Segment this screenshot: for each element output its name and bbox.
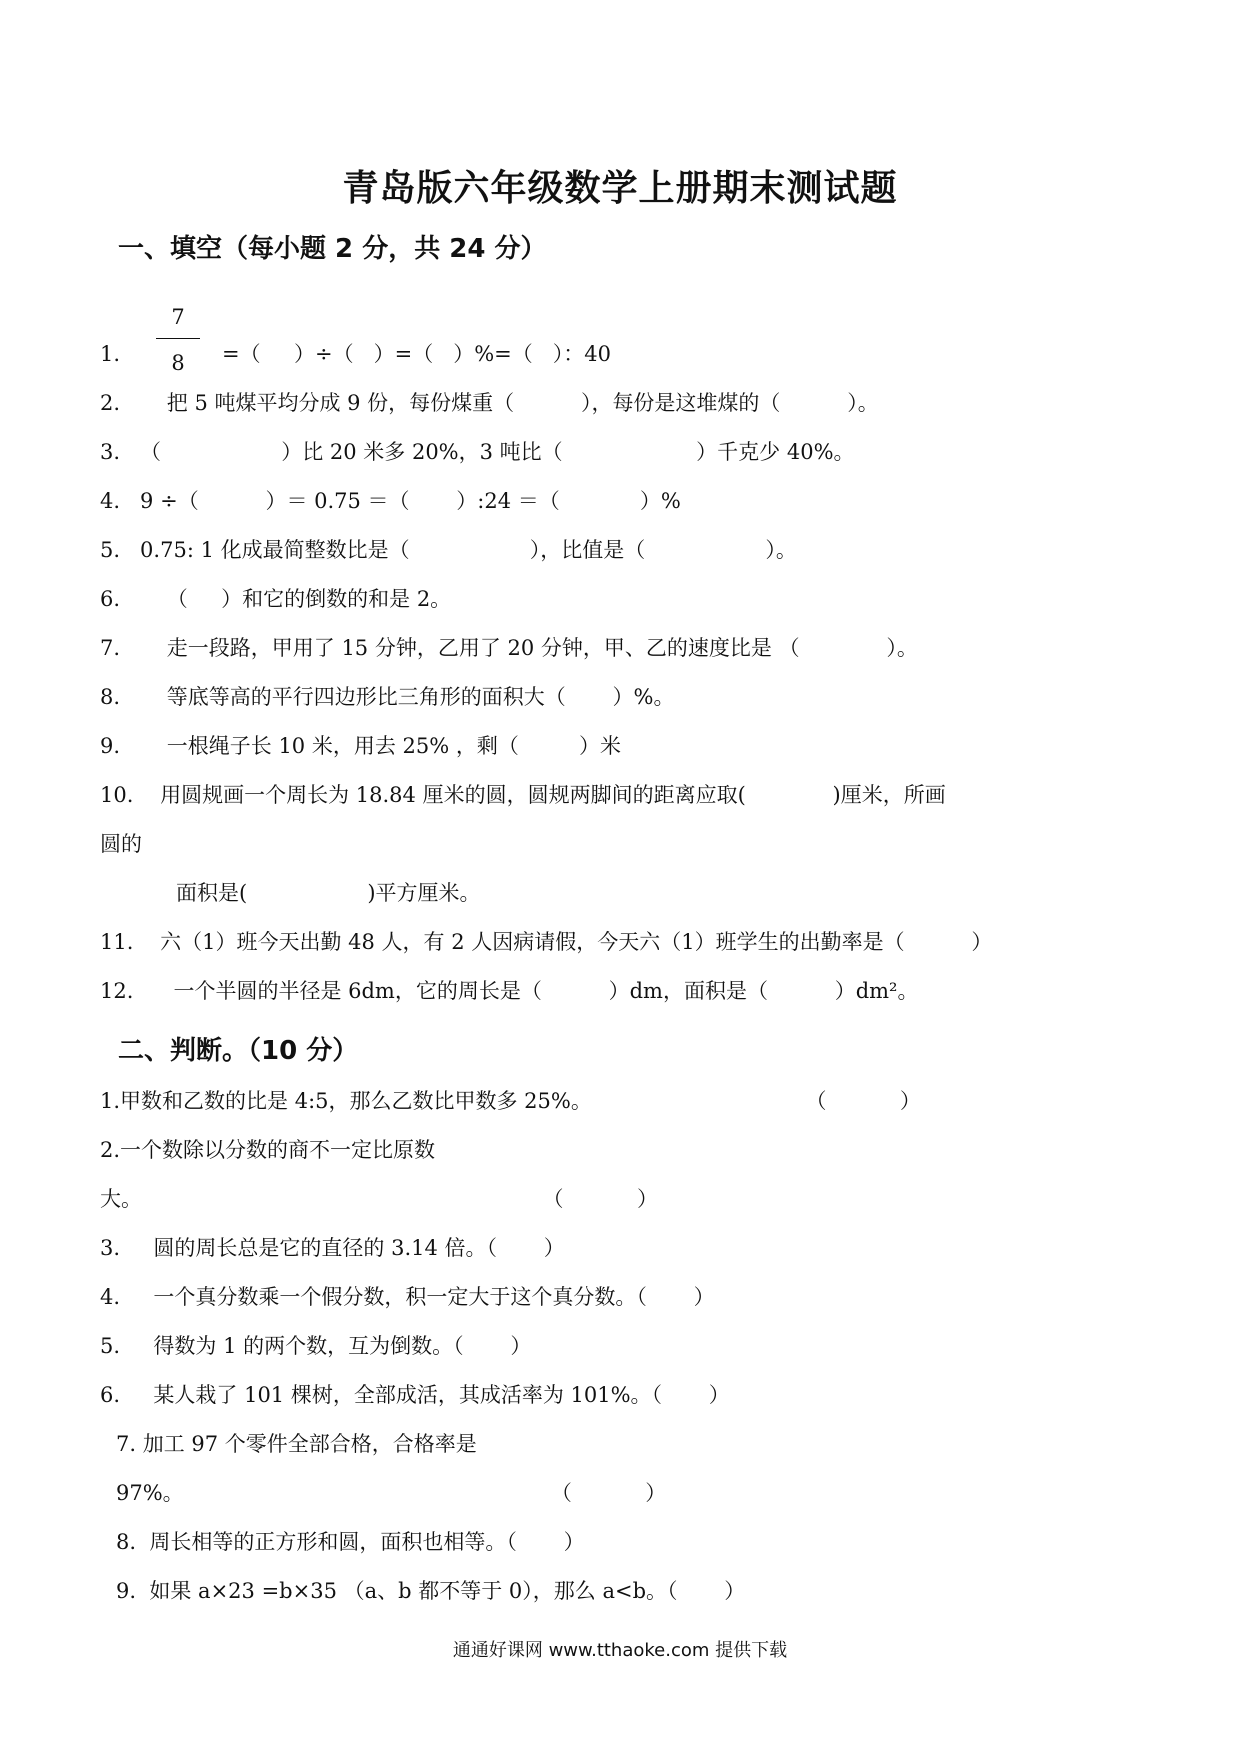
question-4: 4. 9 ÷（ ）＝ 0.75 ＝（ ）:24 ＝（ ）% <box>100 489 681 513</box>
judge-3: 3. 圆的周长总是它的直径的 3.14 倍。（ ） <box>100 1236 565 1260</box>
footer-source: 通通好课网 www.tthaoke.com 提供下载 <box>452 1640 788 1661</box>
question-10-line-2: 圆的 <box>100 832 142 856</box>
judge-6: 6. 某人栽了 101 棵树，全部成活，其成活率为 101%。（ ） <box>100 1383 730 1407</box>
section1-heading: 一、填空（每小题 2 分，共 24 分） <box>118 234 547 264</box>
fraction-numerator: 7 <box>171 305 185 329</box>
question-10-line-1: 10. 用圆规画一个周长为 18.84 厘米的圆，圆规两脚间的距离应取( )厘米，所画 <box>100 783 946 807</box>
fraction-bar <box>156 338 200 339</box>
judge-2-line-2: 大。 （ ） <box>100 1187 658 1211</box>
section2-heading: 二、判断。（10 分） <box>118 1036 359 1066</box>
question-3: 3. （ ）比 20 米多 20%，3 吨比（ ）千克少 40%。 <box>100 440 855 464</box>
judge-4: 4. 一个真分数乘一个假分数，积一定大于这个真分数。（ ） <box>100 1285 715 1309</box>
judge-7-line-1: 7. 加工 97 个零件全部合格，合格率是 <box>116 1432 477 1456</box>
judge-5: 5. 得数为 1 的两个数，互为倒数。（ ） <box>100 1334 532 1358</box>
question-12: 12. 一个半圆的半径是 6dm，它的周长是（ ）dm，面积是（ ）dm²。 <box>100 979 919 1003</box>
question-5: 5. 0.75: 1 化成最简整数比是（ ），比值是（ ）。 <box>100 538 797 562</box>
question-7: 7. 走一段路，甲用了 15 分钟，乙用了 20 分钟，甲、乙的速度比是 （ ）。 <box>100 636 918 660</box>
judge-1: 1.甲数和乙数的比是 4:5，那么乙数比甲数多 25%。 （ ） <box>100 1089 921 1113</box>
judge-9: 9. 如果 a×23 =b×35 （a、b 都不等于 0），那么 a<b。（ ） <box>116 1579 746 1603</box>
judge-7-line-2: 97%。 （ ） <box>116 1481 667 1505</box>
question-9: 9. 一根绳子长 10 米，用去 25% ，剩（ ）米 <box>100 734 621 758</box>
page-title: 青岛版六年级数学上册期末测试题 <box>342 168 898 209</box>
question-2: 2. 把 5 吨煤平均分成 9 份，每份煤重（ ），每份是这堆煤的（ ）。 <box>100 391 879 415</box>
question-11: 11. 六（1）班今天出勤 48 人，有 2 人因病请假，今天六（1）班学生的出勤率是（ ） <box>100 930 993 954</box>
question-6: 6. （ ）和它的倒数的和是 2。 <box>100 587 452 611</box>
question-1-text: =（ ）÷（ ）=（ ）%=（ ）：40 <box>222 342 612 366</box>
question-1-number: 1. <box>100 342 121 366</box>
question-10-line-3: 面积是( )平方厘米。 <box>176 881 481 905</box>
judge-2-line-1: 2.一个数除以分数的商不一定比原数 <box>100 1138 436 1162</box>
fraction-seven-eighths <box>152 305 204 377</box>
question-8: 8. 等底等高的平行四边形比三角形的面积大（ ）%。 <box>100 685 675 709</box>
judge-8: 8. 周长相等的正方形和圆，面积也相等。（ ） <box>116 1530 585 1554</box>
fraction-denominator: 8 <box>171 351 185 375</box>
